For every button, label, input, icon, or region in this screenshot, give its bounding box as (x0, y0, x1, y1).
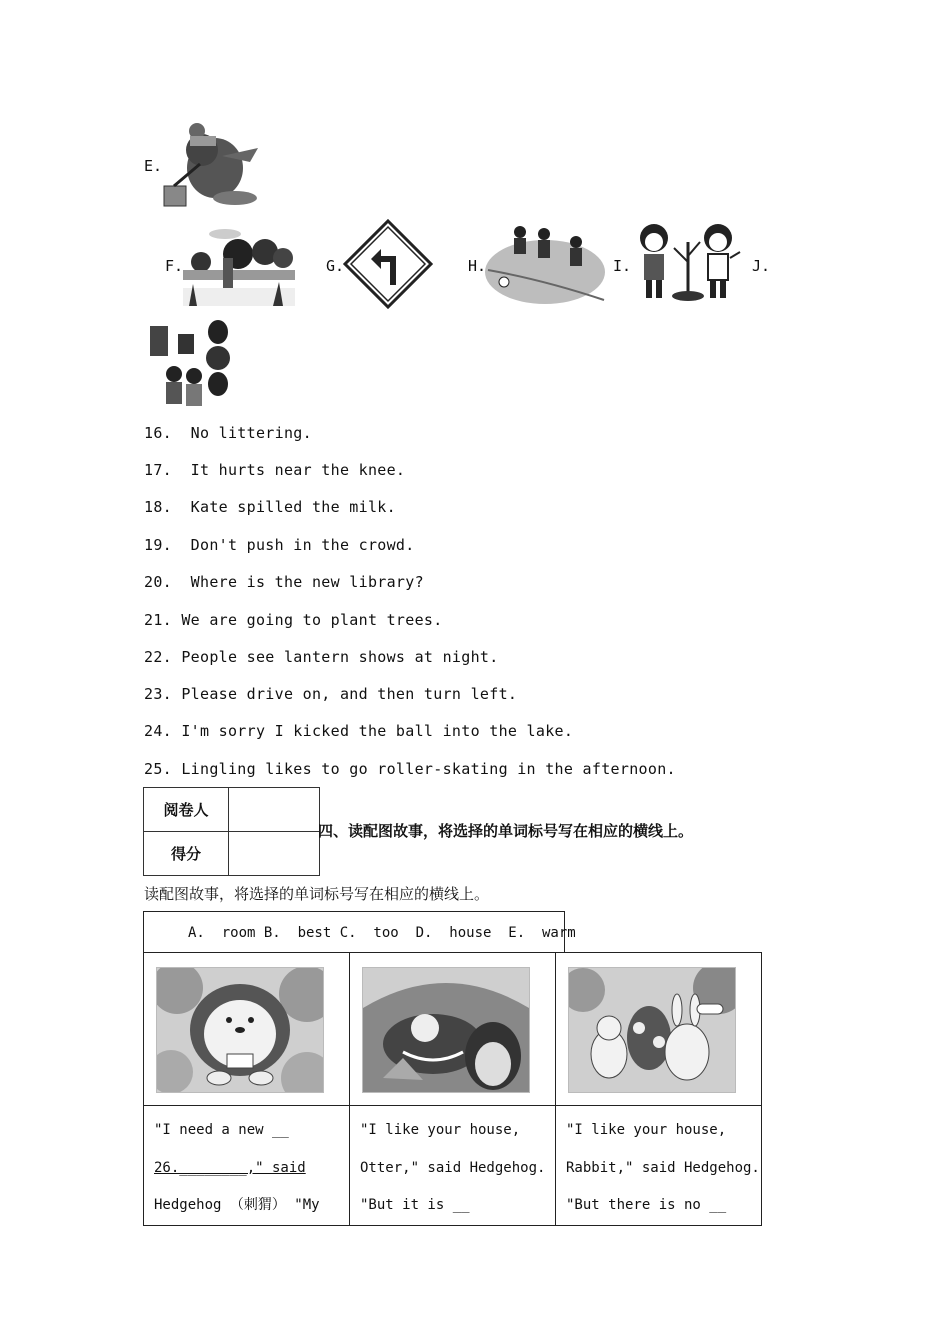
story-picture-hedgehog (156, 967, 324, 1093)
item-16: 16. No littering. (144, 424, 312, 442)
story-1-line-3: Hedgehog （刺猬） "My (154, 1197, 320, 1213)
story-1-line-2-blank-26[interactable]: 26.________," said (154, 1159, 306, 1176)
story-1-line-1: "I need a new __ (154, 1122, 289, 1138)
item-21: 21. We are going to plant trees. (144, 611, 443, 629)
reviewer-label: 阅卷人 (144, 788, 229, 832)
story-2-line-1: "I like your house, (360, 1122, 521, 1138)
story-table (143, 952, 762, 1226)
picture-h-children-lake (484, 220, 606, 306)
story-picture-rabbit-house (568, 967, 736, 1093)
item-20: 20. Where is the new library? (144, 573, 424, 591)
item-17: 17. It hurts near the knee. (144, 461, 406, 479)
story-text-cell-3 (556, 1106, 762, 1226)
picture-i-planting-tree (630, 222, 742, 304)
reviewer-field[interactable] (229, 788, 320, 832)
item-19: 19. Don't push in the crowd. (144, 536, 415, 554)
score-table (143, 787, 320, 876)
story-picture-cell-3 (556, 953, 762, 1106)
picture-f-park (183, 224, 295, 306)
picture-g-turn-left-sign (343, 219, 433, 309)
item-22: 22. People see lantern shows at night. (144, 648, 499, 666)
word-bank (143, 911, 576, 953)
picture-label-h: H. (468, 257, 487, 275)
item-25: 25. Lingling likes to go roller-skating in the afternoon. (144, 760, 676, 778)
story-text-cell-1 (144, 1106, 350, 1226)
story-picture-otter-house (362, 967, 530, 1093)
story-3-line-2: Rabbit," said Hedgehog. (566, 1159, 760, 1176)
picture-e-animal-digging (160, 118, 264, 210)
item-18: 18. Kate spilled the milk. (144, 498, 396, 516)
item-23: 23. Please drive on, and then turn left. (144, 685, 518, 703)
picture-label-f: F. (165, 257, 184, 275)
score-label: 得分 (144, 832, 229, 876)
story-2-line-2: Otter," said Hedgehog. (360, 1159, 546, 1176)
story-text-cell-2 (350, 1106, 556, 1226)
story-picture-cell-1 (144, 953, 350, 1106)
story-picture-cell-2 (350, 953, 556, 1106)
story-3-line-1: "I like your house, (566, 1122, 727, 1138)
picture-j-lanterns (146, 318, 236, 410)
story-2-line-3: "But it is __ (360, 1197, 470, 1213)
picture-label-e: E. (144, 157, 163, 175)
picture-label-j: J. (752, 257, 771, 275)
score-field[interactable] (229, 832, 320, 876)
section-4-intro: 读配图故事，将选择的单词标号写在相应的横线上。 (144, 885, 490, 903)
story-3-line-3: "But there is no __ (566, 1197, 727, 1213)
word-bank-options: A. room B. best C. too D. house E. warm (188, 925, 576, 941)
picture-label-g: G. (326, 257, 345, 275)
picture-label-i: I. (613, 257, 632, 275)
section-4-title: 四、读配图故事，将选择的单词标号写在相应的横线上。 (318, 822, 694, 840)
item-24: 24. I'm sorry I kicked the ball into the lake. (144, 722, 574, 740)
